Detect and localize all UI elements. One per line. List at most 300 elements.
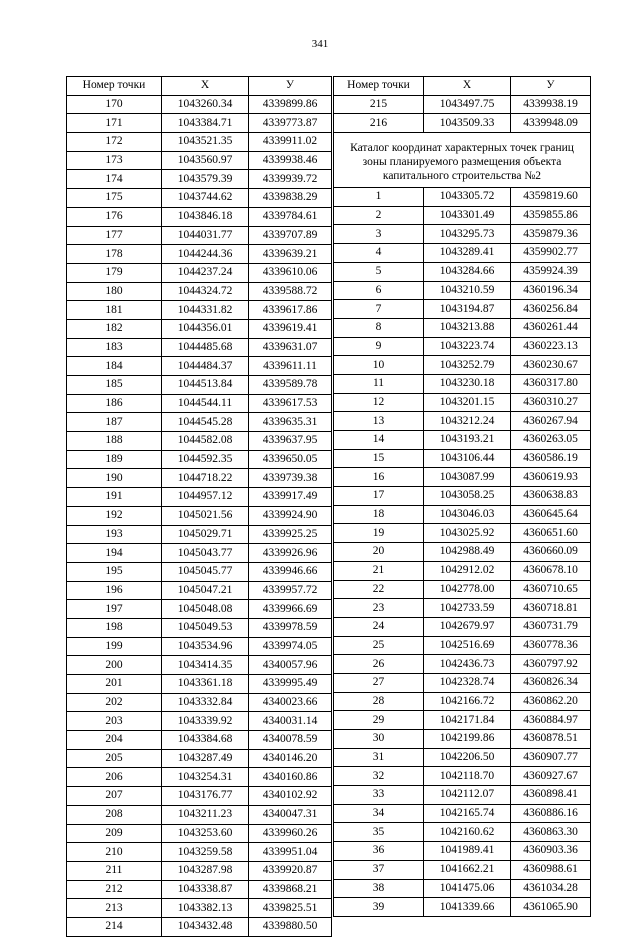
table-row (67, 319, 332, 338)
y-coordinate-cell: 4360261.44 (511, 318, 591, 337)
x-coordinate-cell: 1044237.24 (162, 263, 249, 282)
x-coordinate-cell: 1044356.01 (162, 319, 249, 338)
catalog-caption-section (334, 133, 591, 188)
x-coordinate-cell: 1043305.72 (424, 188, 511, 207)
y-coordinate-cell: 4360826.34 (511, 673, 591, 692)
x-coordinate-cell: 1044545.28 (162, 413, 249, 432)
y-coordinate-cell: 4340031.14 (249, 712, 332, 731)
y-coordinate-cell: 4339635.31 (249, 413, 332, 432)
x-coordinate-cell: 1043252.79 (424, 356, 511, 375)
x-coordinate-cell: 1042988.49 (424, 543, 511, 562)
table-row (67, 618, 332, 637)
x-coordinate-cell: 1043846.18 (162, 207, 249, 226)
x-coordinate-cell: 1043414.35 (162, 656, 249, 675)
y-coordinate-cell: 4339610.06 (249, 263, 332, 282)
y-coordinate-cell: 4339911.02 (249, 133, 332, 152)
point-number-cell: 39 (334, 898, 424, 917)
table-row (67, 357, 332, 376)
y-coordinate-cell: 4339784.61 (249, 207, 332, 226)
y-coordinate-cell: 4359855.86 (511, 206, 591, 225)
x-coordinate-cell: 1044544.11 (162, 394, 249, 413)
table-row (67, 600, 332, 619)
point-number-cell: 190 (67, 469, 162, 488)
x-coordinate-cell: 1043058.25 (424, 487, 511, 506)
table-row (67, 432, 332, 451)
x-coordinate-cell: 1043287.98 (162, 861, 249, 880)
point-number-cell: 35 (334, 823, 424, 842)
x-coordinate-cell: 1044513.84 (162, 376, 249, 395)
x-coordinate-cell: 1045021.56 (162, 506, 249, 525)
point-number-cell: 180 (67, 282, 162, 301)
x-coordinate-cell: 1045043.77 (162, 544, 249, 563)
y-coordinate-cell: 4360660.09 (511, 543, 591, 562)
y-coordinate-cell: 4360898.41 (511, 786, 591, 805)
x-coordinate-cell: 1044582.08 (162, 432, 249, 451)
table-row (67, 469, 332, 488)
table-row (67, 787, 332, 806)
table-row (67, 656, 332, 675)
table-row (67, 544, 332, 563)
point-number-cell: 195 (67, 562, 162, 581)
table-header-row (67, 77, 332, 96)
header-x: X (162, 77, 249, 96)
y-coordinate-cell: 4360797.92 (511, 655, 591, 674)
y-coordinate-cell: 4361065.90 (511, 898, 591, 917)
x-coordinate-cell: 1043339.92 (162, 712, 249, 731)
point-number-cell: 20 (334, 543, 424, 562)
y-coordinate-cell: 4340146.20 (249, 749, 332, 768)
x-coordinate-cell: 1043254.31 (162, 768, 249, 787)
table-row (67, 525, 332, 544)
point-number-cell: 16 (334, 468, 424, 487)
point-number-cell: 216 (334, 114, 424, 133)
x-coordinate-cell: 1043338.87 (162, 880, 249, 899)
table-row (334, 281, 591, 300)
x-coordinate-cell: 1043230.18 (424, 374, 511, 393)
point-number-cell: 32 (334, 767, 424, 786)
point-number-cell: 176 (67, 207, 162, 226)
header-point-number: Номер точки (334, 77, 424, 96)
table-row (67, 189, 332, 208)
point-number-cell: 187 (67, 413, 162, 432)
table-row (334, 655, 591, 674)
table-row (67, 506, 332, 525)
point-number-cell: 17 (334, 487, 424, 506)
x-coordinate-cell: 1043432.48 (162, 917, 249, 936)
y-coordinate-cell: 4359902.77 (511, 244, 591, 263)
table-row (67, 731, 332, 750)
point-number-cell: 177 (67, 226, 162, 245)
y-coordinate-cell: 4339939.72 (249, 170, 332, 189)
x-coordinate-cell: 1043382.13 (162, 899, 249, 918)
y-coordinate-cell: 4339938.46 (249, 151, 332, 170)
x-coordinate-cell: 1043106.44 (424, 449, 511, 468)
y-coordinate-cell: 4339951.04 (249, 843, 332, 862)
point-number-cell: 170 (67, 95, 162, 114)
point-number-cell: 4 (334, 244, 424, 263)
table-row (334, 318, 591, 337)
x-coordinate-cell: 1043560.97 (162, 151, 249, 170)
y-coordinate-cell: 4360886.16 (511, 804, 591, 823)
y-coordinate-cell: 4360645.64 (511, 505, 591, 524)
point-number-cell: 29 (334, 711, 424, 730)
y-coordinate-cell: 4339924.90 (249, 506, 332, 525)
table-row (67, 95, 332, 114)
table-row (334, 823, 591, 842)
left-table-body (67, 95, 332, 936)
table-row (67, 301, 332, 320)
point-number-cell: 209 (67, 824, 162, 843)
x-coordinate-cell: 1042436.73 (424, 655, 511, 674)
x-coordinate-cell: 1042733.59 (424, 599, 511, 618)
table-row (334, 673, 591, 692)
x-coordinate-cell: 1042160.62 (424, 823, 511, 842)
y-coordinate-cell: 4339880.50 (249, 917, 332, 936)
y-coordinate-cell: 4339868.21 (249, 880, 332, 899)
x-coordinate-cell: 1043253.60 (162, 824, 249, 843)
table-row (67, 226, 332, 245)
x-coordinate-cell: 1043497.75 (424, 95, 511, 114)
x-coordinate-cell: 1042912.02 (424, 561, 511, 580)
x-coordinate-cell: 1043223.74 (424, 337, 511, 356)
x-coordinate-cell: 1043284.66 (424, 262, 511, 281)
table-row (334, 188, 591, 207)
x-coordinate-cell: 1044957.12 (162, 488, 249, 507)
x-coordinate-cell: 1042206.50 (424, 748, 511, 767)
header-point-number: Номер точки (67, 77, 162, 96)
table-row (334, 300, 591, 319)
y-coordinate-cell: 4360619.93 (511, 468, 591, 487)
point-number-cell: 15 (334, 449, 424, 468)
table-row (334, 636, 591, 655)
y-coordinate-cell: 4339773.87 (249, 114, 332, 133)
x-coordinate-cell: 1042679.97 (424, 617, 511, 636)
table-row (334, 244, 591, 263)
x-coordinate-cell: 1042118.70 (424, 767, 511, 786)
point-number-cell: 34 (334, 804, 424, 823)
y-coordinate-cell: 4339619.41 (249, 319, 332, 338)
point-number-cell: 207 (67, 787, 162, 806)
point-number-cell: 3 (334, 225, 424, 244)
header-x: X (424, 77, 511, 96)
table-row (334, 449, 591, 468)
x-coordinate-cell: 1043301.49 (424, 206, 511, 225)
y-coordinate-cell: 4359819.60 (511, 188, 591, 207)
y-coordinate-cell: 4360267.94 (511, 412, 591, 431)
y-coordinate-cell: 4360778.36 (511, 636, 591, 655)
table-row (334, 748, 591, 767)
y-coordinate-cell: 4340023.66 (249, 693, 332, 712)
x-coordinate-cell: 1043287.49 (162, 749, 249, 768)
x-coordinate-cell: 1042516.69 (424, 636, 511, 655)
point-number-cell: 200 (67, 656, 162, 675)
x-coordinate-cell: 1044244.36 (162, 245, 249, 264)
point-number-cell: 183 (67, 338, 162, 357)
x-coordinate-cell: 1044324.72 (162, 282, 249, 301)
x-coordinate-cell: 1043260.34 (162, 95, 249, 114)
x-coordinate-cell: 1042112.07 (424, 786, 511, 805)
x-coordinate-cell: 1042166.72 (424, 692, 511, 711)
table-row (334, 599, 591, 618)
y-coordinate-cell: 4339650.05 (249, 450, 332, 469)
x-coordinate-cell: 1043361.18 (162, 675, 249, 694)
x-coordinate-cell: 1043176.77 (162, 787, 249, 806)
table-row (67, 151, 332, 170)
table-row (67, 768, 332, 787)
y-coordinate-cell: 4339611.11 (249, 357, 332, 376)
table-row (334, 356, 591, 375)
y-coordinate-cell: 4339825.51 (249, 899, 332, 918)
point-number-cell: 196 (67, 581, 162, 600)
left-coordinate-table (66, 76, 332, 937)
table-row (67, 245, 332, 264)
table-header-row (334, 77, 591, 96)
point-number-cell: 197 (67, 600, 162, 619)
table-row (67, 282, 332, 301)
table-row (334, 860, 591, 879)
point-number-cell: 204 (67, 731, 162, 750)
table-row (67, 488, 332, 507)
table-row (67, 376, 332, 395)
y-coordinate-cell: 4360878.51 (511, 730, 591, 749)
point-number-cell: 13 (334, 412, 424, 431)
y-coordinate-cell: 4339589.78 (249, 376, 332, 395)
table-row (67, 693, 332, 712)
x-coordinate-cell: 1044484.37 (162, 357, 249, 376)
point-number-cell: 199 (67, 637, 162, 656)
table-row (67, 749, 332, 768)
y-coordinate-cell: 4359879.36 (511, 225, 591, 244)
table-row (67, 917, 332, 936)
point-number-cell: 184 (67, 357, 162, 376)
y-coordinate-cell: 4361034.28 (511, 879, 591, 898)
x-coordinate-cell: 1043259.58 (162, 843, 249, 862)
point-number-cell: 174 (67, 170, 162, 189)
point-number-cell: 2 (334, 206, 424, 225)
x-coordinate-cell: 1043193.21 (424, 431, 511, 450)
x-coordinate-cell: 1045049.53 (162, 618, 249, 637)
table-row (334, 374, 591, 393)
y-coordinate-cell: 4339639.21 (249, 245, 332, 264)
y-coordinate-cell: 4360731.79 (511, 617, 591, 636)
table-row (334, 114, 591, 133)
catalog-caption: Каталог координат характерных точек границ зоны планируемого размещения объекта капитального строительства №2 (334, 133, 591, 188)
x-coordinate-cell: 1041475.06 (424, 879, 511, 898)
x-coordinate-cell: 1043384.68 (162, 731, 249, 750)
y-coordinate-cell: 4360710.65 (511, 580, 591, 599)
x-coordinate-cell: 1043213.88 (424, 318, 511, 337)
point-number-cell: 172 (67, 133, 162, 152)
y-coordinate-cell: 4339631.07 (249, 338, 332, 357)
point-number-cell: 194 (67, 544, 162, 563)
table-row (334, 804, 591, 823)
right-coordinate-table (333, 76, 591, 917)
y-coordinate-cell: 4360863.30 (511, 823, 591, 842)
point-number-cell: 18 (334, 505, 424, 524)
table-row (67, 843, 332, 862)
point-number-cell: 11 (334, 374, 424, 393)
x-coordinate-cell: 1043384.71 (162, 114, 249, 133)
x-coordinate-cell: 1043025.92 (424, 524, 511, 543)
table-row (67, 899, 332, 918)
point-number-cell: 26 (334, 655, 424, 674)
header-y: У (249, 77, 332, 96)
x-coordinate-cell: 1045048.08 (162, 600, 249, 619)
x-coordinate-cell: 1043332.84 (162, 693, 249, 712)
table-row (334, 692, 591, 711)
y-coordinate-cell: 4340057.96 (249, 656, 332, 675)
point-number-cell: 179 (67, 263, 162, 282)
y-coordinate-cell: 4339899.86 (249, 95, 332, 114)
point-number-cell: 212 (67, 880, 162, 899)
y-coordinate-cell: 4339938.19 (511, 95, 591, 114)
x-coordinate-cell: 1043289.41 (424, 244, 511, 263)
point-number-cell: 22 (334, 580, 424, 599)
point-number-cell: 186 (67, 394, 162, 413)
point-number-cell: 7 (334, 300, 424, 319)
point-number-cell: 185 (67, 376, 162, 395)
y-coordinate-cell: 4339617.86 (249, 301, 332, 320)
y-coordinate-cell: 4339925.25 (249, 525, 332, 544)
x-coordinate-cell: 1044031.77 (162, 226, 249, 245)
y-coordinate-cell: 4339966.69 (249, 600, 332, 619)
table-row (67, 824, 332, 843)
table-row (67, 338, 332, 357)
x-coordinate-cell: 1043534.96 (162, 637, 249, 656)
table-row (67, 637, 332, 656)
y-coordinate-cell: 4360907.77 (511, 748, 591, 767)
right-table-body-continued (334, 95, 591, 132)
point-number-cell: 188 (67, 432, 162, 451)
table-row (334, 524, 591, 543)
point-number-cell: 24 (334, 617, 424, 636)
point-number-cell: 175 (67, 189, 162, 208)
table-row (67, 880, 332, 899)
y-coordinate-cell: 4360862.20 (511, 692, 591, 711)
point-number-cell: 5 (334, 262, 424, 281)
y-coordinate-cell: 4360317.80 (511, 374, 591, 393)
table-row (334, 879, 591, 898)
x-coordinate-cell: 1042199.86 (424, 730, 511, 749)
point-number-cell: 27 (334, 673, 424, 692)
table-row (334, 543, 591, 562)
table-row (334, 487, 591, 506)
x-coordinate-cell: 1044331.82 (162, 301, 249, 320)
table-row (67, 394, 332, 413)
y-coordinate-cell: 4339948.09 (511, 114, 591, 133)
table-row (334, 767, 591, 786)
y-coordinate-cell: 4340160.86 (249, 768, 332, 787)
table-row (334, 337, 591, 356)
table-row (334, 842, 591, 861)
table-row (334, 617, 591, 636)
x-coordinate-cell: 1041662.21 (424, 860, 511, 879)
y-coordinate-cell: 4360263.05 (511, 431, 591, 450)
y-coordinate-cell: 4360310.27 (511, 393, 591, 412)
y-coordinate-cell: 4360884.97 (511, 711, 591, 730)
table-row (67, 581, 332, 600)
table-row (67, 805, 332, 824)
x-coordinate-cell: 1043201.15 (424, 393, 511, 412)
point-number-cell: 10 (334, 356, 424, 375)
point-number-cell: 6 (334, 281, 424, 300)
table-row (67, 712, 332, 731)
point-number-cell: 14 (334, 431, 424, 450)
header-y: У (511, 77, 591, 96)
point-number-cell: 12 (334, 393, 424, 412)
y-coordinate-cell: 4340078.59 (249, 731, 332, 750)
y-coordinate-cell: 4339974.05 (249, 637, 332, 656)
y-coordinate-cell: 4339960.26 (249, 824, 332, 843)
table-row (67, 263, 332, 282)
point-number-cell: 19 (334, 524, 424, 543)
table-row (334, 561, 591, 580)
table-row (334, 225, 591, 244)
x-coordinate-cell: 1045047.21 (162, 581, 249, 600)
point-number-cell: 203 (67, 712, 162, 731)
table-row (67, 450, 332, 469)
table-row (334, 898, 591, 917)
table-row (67, 114, 332, 133)
x-coordinate-cell: 1043212.24 (424, 412, 511, 431)
y-coordinate-cell: 4360988.61 (511, 860, 591, 879)
point-number-cell: 181 (67, 301, 162, 320)
point-number-cell: 9 (334, 337, 424, 356)
point-number-cell: 191 (67, 488, 162, 507)
x-coordinate-cell: 1043087.99 (424, 468, 511, 487)
y-coordinate-cell: 4339917.49 (249, 488, 332, 507)
x-coordinate-cell: 1043295.73 (424, 225, 511, 244)
y-coordinate-cell: 4359924.39 (511, 262, 591, 281)
point-number-cell: 1 (334, 188, 424, 207)
point-number-cell: 25 (334, 636, 424, 655)
table-row (334, 431, 591, 450)
y-coordinate-cell: 4360196.34 (511, 281, 591, 300)
y-coordinate-cell: 4339617.53 (249, 394, 332, 413)
table-row (67, 562, 332, 581)
table-row (334, 95, 591, 114)
x-coordinate-cell: 1042171.84 (424, 711, 511, 730)
point-number-cell: 33 (334, 786, 424, 805)
table-row (334, 412, 591, 431)
point-number-cell: 206 (67, 768, 162, 787)
x-coordinate-cell: 1043211.23 (162, 805, 249, 824)
point-number-cell: 198 (67, 618, 162, 637)
y-coordinate-cell: 4360230.67 (511, 356, 591, 375)
table-row (67, 207, 332, 226)
x-coordinate-cell: 1043521.35 (162, 133, 249, 152)
x-coordinate-cell: 1043046.03 (424, 505, 511, 524)
y-coordinate-cell: 4360256.84 (511, 300, 591, 319)
point-number-cell: 214 (67, 917, 162, 936)
table-row (334, 786, 591, 805)
point-number-cell: 215 (334, 95, 424, 114)
x-coordinate-cell: 1042328.74 (424, 673, 511, 692)
table-row (334, 262, 591, 281)
point-number-cell: 178 (67, 245, 162, 264)
point-number-cell: 205 (67, 749, 162, 768)
point-number-cell: 8 (334, 318, 424, 337)
point-number-cell: 193 (67, 525, 162, 544)
point-number-cell: 189 (67, 450, 162, 469)
x-coordinate-cell: 1043509.33 (424, 114, 511, 133)
y-coordinate-cell: 4339957.72 (249, 581, 332, 600)
y-coordinate-cell: 4339946.66 (249, 562, 332, 581)
point-number-cell: 28 (334, 692, 424, 711)
x-coordinate-cell: 1041989.41 (424, 842, 511, 861)
point-number-cell: 21 (334, 561, 424, 580)
point-number-cell: 36 (334, 842, 424, 861)
